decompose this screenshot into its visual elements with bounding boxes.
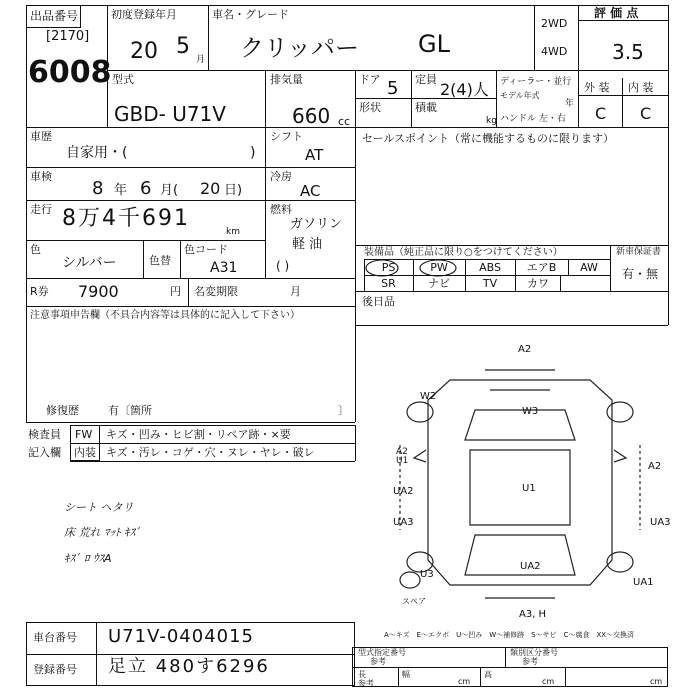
inspection-year: 8 <box>92 178 104 199</box>
form-b-ref: 参考 <box>522 657 538 666</box>
mark-ua2-left: UA2 <box>393 486 414 497</box>
name-grade-label: 車名・グレード <box>212 8 289 21</box>
mark-a2-u1: A2 U1 <box>396 447 409 466</box>
exterior-grade: C <box>595 104 607 123</box>
width-cm: cm <box>542 677 555 686</box>
entry-label: 記入欄 <box>28 446 61 459</box>
first-reg-year: 20 <box>130 39 158 64</box>
car-name: クリッパー <box>240 34 360 62</box>
mark-w2: W2 <box>420 391 437 402</box>
equip-navi: ナビ <box>428 277 450 290</box>
lot-label: 出品番号 <box>30 9 79 23</box>
inspection-day-unit: 日) <box>224 183 243 198</box>
equip-leather: カワ <box>527 277 549 290</box>
repair-value: 有〔箇所 <box>108 404 152 417</box>
notes-label: 注意事項申告欄（不具合内容等は具体的に記入して下さい） <box>30 310 300 321</box>
repair-label: 修復歴 <box>46 404 79 417</box>
post-equipment-label: 後日品 <box>362 295 395 308</box>
spare-label: スペア <box>402 597 426 606</box>
mark-a3-h: A3, H <box>519 609 547 620</box>
equipment-label: 装備品（純正品に限り○をつけてください） <box>364 247 563 258</box>
fuel-label: 燃料 <box>270 203 292 216</box>
color-label: 色 <box>30 243 41 256</box>
inspection-label: 車検 <box>30 170 52 183</box>
fw-items: キズ・凹み・ヒビ割・リペア跡・×要 <box>106 428 291 441</box>
cooler-label: 冷房 <box>270 170 292 183</box>
km-unit: km <box>226 227 240 237</box>
mark-ua2-rear: UA2 <box>520 561 541 572</box>
mark-a2-top: A2 <box>518 344 532 355</box>
history-label: 車歴 <box>30 130 52 143</box>
mark-ua3-left: UA3 <box>393 517 414 528</box>
color-change-label: 色替 <box>149 254 171 267</box>
yen-unit: 円 <box>170 285 181 298</box>
interior-items: キズ・汚レ・コゲ・穴・ヌレ・ヤレ・破レ <box>106 446 315 459</box>
mileage-value: 8万4千691 <box>62 206 190 231</box>
length-cm: cm <box>458 677 471 686</box>
length-label: 長 <box>358 670 366 679</box>
model-label: 型式 <box>112 73 134 86</box>
warranty-value: 有・無 <box>622 267 659 281</box>
note-2: 床 荒れ ﾏｯﾄ ｷｽﾞ <box>64 526 141 539</box>
equip-ps: PS <box>381 261 396 274</box>
cooler-value: AC <box>300 182 321 200</box>
fuel-paren: ( ) <box>276 259 290 273</box>
form-a-label: 型式指定番号 <box>358 648 406 657</box>
fw-label: FW <box>75 428 93 441</box>
cc-unit: cc <box>338 115 351 128</box>
height-label: 高 <box>484 670 492 679</box>
note-1: シート ヘタリ <box>64 501 134 514</box>
height-cm: cm <box>650 677 663 686</box>
mark-w3: W3 <box>522 406 539 417</box>
registration-value: 足立 480す6296 <box>108 656 270 677</box>
model-value: GBD- U71V <box>114 102 226 126</box>
drive-2wd: 2WD <box>541 17 568 30</box>
shift-value: AT <box>305 146 324 164</box>
new-warranty-label: 新車保証書 <box>616 247 662 257</box>
doors-value: 5 <box>387 78 399 99</box>
score-value: 3.5 <box>612 40 644 64</box>
equip-airbag: エアB <box>526 261 557 274</box>
form-b-label: 類別区分番号 <box>510 648 558 657</box>
registration-label: 登録番号 <box>33 663 77 676</box>
sales-point-title: セールスポイント（常に機能するものに限ります） <box>362 132 615 145</box>
model-year-label: モデル年式 <box>500 91 540 100</box>
capacity-value: 2(4)人 <box>440 80 489 99</box>
inspection-day: 20 <box>200 179 221 198</box>
displacement-label: 排気量 <box>270 73 303 86</box>
length-ref: 参考 <box>358 679 374 688</box>
first-reg-label: 初度登録年月 <box>111 8 177 21</box>
chassis-label: 車台番号 <box>33 631 77 644</box>
equip-abs: ABS <box>479 261 501 274</box>
inspection-month: 6 <box>140 178 152 199</box>
score-label: 評 価 点 <box>594 6 639 20</box>
mileage-label: 走行 <box>30 203 52 216</box>
mark-ua3-right: UA3 <box>650 517 671 528</box>
grade: GL <box>418 30 450 58</box>
interior-grade: C <box>640 104 652 123</box>
shape-label: 形状 <box>359 101 381 114</box>
equip-aw: AW <box>580 261 598 274</box>
repair-close: 〕 <box>338 404 349 417</box>
chassis-value: U71V-0404015 <box>108 626 254 647</box>
mark-u3: U3 <box>420 569 434 580</box>
first-reg-month: 5 <box>176 34 190 59</box>
inspector-label: 検査員 <box>28 428 61 441</box>
lot-code: [2170] <box>46 29 90 44</box>
form-a-ref: 参考 <box>370 657 386 666</box>
year-unit: 年 <box>565 99 575 109</box>
door-label: ドア <box>359 73 381 86</box>
damage-legend: A～キズ E～エクボ U～凹み W～補修跡 S～サビ C～腐食 XX～交換済 <box>384 631 635 639</box>
handle-label: ハンドル 左・右 <box>500 114 566 124</box>
recycle-value: 7900 <box>78 282 119 301</box>
lot-number: 6008 <box>28 55 112 90</box>
history-value: 自家用・( <box>66 145 128 161</box>
load-label: 積載 <box>415 101 437 114</box>
interior-label: 内 装 <box>628 81 654 94</box>
recycle-label: R券 <box>30 285 49 298</box>
displacement-value: 660 <box>292 104 331 128</box>
name-change-month: 月 <box>290 285 301 298</box>
fuel-diesel: 軽 油 <box>292 237 323 252</box>
interior-label-2: 内装 <box>74 446 96 459</box>
equip-tv: TV <box>482 277 498 290</box>
history-close: ) <box>250 145 256 161</box>
color-code-value: A31 <box>210 260 238 276</box>
note-3: ｷｽﾞ ﾛ ｳｽA <box>64 552 112 565</box>
inspection-month-unit: 月( <box>160 183 179 198</box>
width-label: 幅 <box>402 670 410 679</box>
exterior-label: 外 装 <box>584 81 610 94</box>
equip-sr: SR <box>381 277 396 290</box>
name-change-label: 名変期限 <box>194 285 238 298</box>
dealer-label: ディーラー・並行 <box>500 77 572 87</box>
mark-a2-right: A2 <box>648 461 662 472</box>
capacity-label: 定員 <box>415 73 437 86</box>
drive-4wd: 4WD <box>541 45 568 58</box>
fuel-gas: ガソリン <box>290 217 343 232</box>
color-value: シルバー <box>62 255 117 271</box>
month-unit: 月 <box>196 55 206 65</box>
kg-unit: kg <box>486 116 497 126</box>
equipment-circles <box>360 255 520 295</box>
shift-label: シフト <box>270 130 303 143</box>
inspection-year-unit: 年 <box>114 183 128 198</box>
mark-ua1: UA1 <box>633 577 654 588</box>
mark-u1: U1 <box>522 483 536 494</box>
color-code-label: 色コード <box>184 243 228 256</box>
equip-pw: PW <box>430 261 448 274</box>
